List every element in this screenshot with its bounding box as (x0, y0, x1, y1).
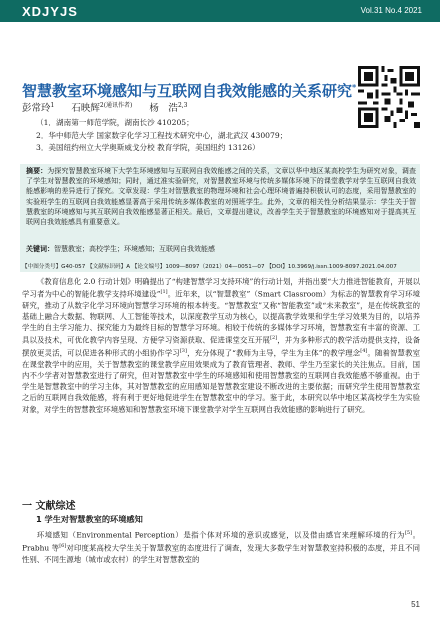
keywords (26, 244, 416, 254)
affiliation-list (36, 117, 287, 155)
journal-logo: XDJYJS (22, 4, 78, 19)
affiliation-3: 3．美国纽约州立大学奥斯威戈分校 教育学院，美国纽约 13126） (36, 143, 260, 152)
section-heading: 一 文献综述 (22, 501, 76, 512)
citation-5[interactable]: [5] (404, 530, 413, 536)
keywords-text: 智慧教室；高校学生；环境感知；互联网自我效能感 (54, 245, 215, 253)
author-1: 彭常玲$^1$ (22, 102, 55, 115)
citation-6[interactable]: [6] (59, 542, 67, 549)
citation-1[interactable]: [1] (160, 289, 168, 296)
citation-3[interactable]: [3] (179, 348, 187, 355)
author-3: 杨 浩$^{2,3}$ (149, 102, 188, 115)
affiliation-1: （1．湖南第一师范学院，湖南长沙 410205； (36, 118, 194, 127)
section-paragraph: 环境感知（Environmental Perception）是指个体对环境的意识或感觉，以及借由感官来理解环境的行为[5]。Prabhu 等[6]对印度某高校大学生关于智慧教室的态度进行了调查，发现大多数学生对智慧教室持积极的态度，并且不同性别、不同生源地（城市或农村）的学生对智慧教室的 (22, 530, 421, 564)
intro-paragraph: 《教育信息化 2.0 行动计划》明确提出了“构建智慧学习支持环境”的行动计划，并指出要“大力推进智能教育，开展以学习者为中心的智能化教学支持环境建设”[1]。近年来，以“智慧教室”（Smart Classroom）为标志的智慧教育学习环境研究，推动了从数字化学习环境向智慧学习环境的根本转变。“智慧教室”又称“智能教室”或“未来教室”，是在传统教室的基础上融合大数据、物联网、人工智能等技术，以深度教学互动为核心，以提高教学效果和学生学习效果为目的，以培养学生的自主学习能力、探究能力为最终目标的智慧学习环境。相较于传统的多媒体学习环境，智慧教室有丰富的资源、工具以及技术，可优化教学内容呈现、方便学习资源获取、促进课堂交互开展[2]，并为多种形式的教学活动提供支持，设备摆放更灵活，可以促进各种形式的小组协作学习[3]，充分体现了“教师为主导，学生为主体”的教学理念[4]。随着智慧教室在课堂教学中的应用，关于智慧教室的课堂教学应用效果成为了教育管理者、教师、学生乃至家长的关注焦点。目前，国内不少学者对智慧教室进行了研究，但对智慧教室中学生的环境感知和使用智慧教室的互联网自我效能感不够重视。由于学生是智慧教室中的学习主体，其对智慧教室的应用感知是智慧教室建设不断改进的主要依据；而研究学生使用智慧教室之后的互联网自我效能感，将有利于更好地促进学生在智慧教室中的学习。鉴于此，本研究以华中地区某高校学生为实验对象，对学生的智慧教室环境感知和智慧教室环境下课堂教学对学生互联网自我效能感的影响进行了研究。 (22, 277, 421, 414)
classification-metadata: 【中图分类号】G40-057 【文献标识码】A 【论文编号】1009—8097（2021）04—0051—07 【DOI】10.3969/j.issn.1009-8097.2021.04.007 (22, 264, 397, 270)
citation-2[interactable]: [2] (270, 335, 278, 342)
volume-issue: Vol.31 No.4 2021 (360, 6, 422, 15)
abstract (26, 166, 416, 227)
abstract-text: 为探究智慧教室环境下大学生环境感知与互联网自我效能感之间的关系，文章以华中地区某高校学生为研究对象，调查了学生对智慧教室的环境感知；同时，通过准实验研究，对智慧教室环境与传统多媒体环境下的课堂教学对学生互联网自我效能感影响的差异进行了探究。文章发现：学生对智慧教室的物理环境和社会心理环境普遍持积极认可的态度，采用智慧教室的实验班学生的互联网自我效能感显著高于采用传统多媒体教室的对照班学生。此外，文章的相关性分析结果显示：学生关于智慧教室的环境感知与其互联网自我效能感显著正相关。最后，文章提出建议，改善学生关于智慧教室的环境感知对于提高其互联网自我效能感具有重要意义。 (26, 167, 417, 227)
title-footnote-mark: * (352, 82, 357, 92)
qr-code-icon (358, 66, 420, 128)
subsection-heading: 1 学生对智慧教室的环境感知 (36, 514, 143, 524)
citation-4[interactable]: [4] (360, 348, 368, 355)
author-list (22, 100, 201, 114)
article-title (22, 80, 356, 101)
article-title-text: 智慧教室环境感知与互联网自我效能感的关系研究 (22, 82, 353, 100)
author-2: 石映辉$^{2(通讯作者)}$ (71, 102, 133, 115)
journal-header-bar (0, 0, 440, 22)
page-number: 51 (411, 600, 420, 609)
affiliation-2: 2．华中师范大学 国家数字化学习工程技术研究中心，湖北武汉 430079； (36, 130, 288, 140)
abstract-label: 摘要： (26, 167, 48, 175)
keywords-label: 关键词： (26, 245, 54, 253)
